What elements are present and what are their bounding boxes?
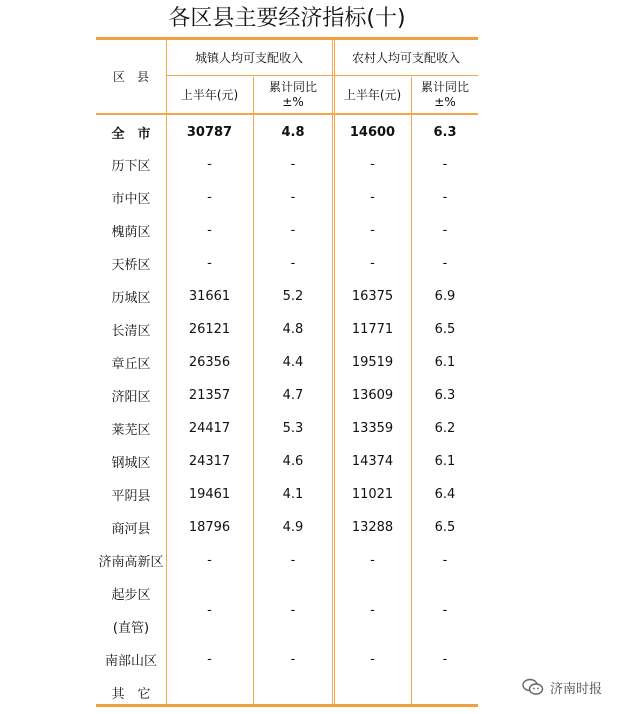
region-name: 槐荫区 (111, 225, 151, 240)
cell-urban-g: - (290, 157, 296, 172)
cell-rural: - (370, 553, 375, 568)
region-name: 南部山区 (104, 654, 157, 669)
cell-rural: 14600 (349, 124, 396, 140)
cell-rural-g: 6.3 (434, 388, 456, 403)
cell-rural-g: - (442, 602, 448, 618)
cell-rural-g: 6.5 (434, 322, 456, 337)
cell-urban-g: 4.4 (282, 355, 304, 370)
region-name: 章丘区 (111, 357, 151, 372)
rural-halfyear-header: 上半年(元) (343, 88, 402, 102)
cell-urban-g: - (290, 256, 296, 271)
region-name: 天桥区 (111, 258, 151, 273)
cell-rural-g: 6.3 (433, 124, 457, 140)
region-name: 济南高新区 (98, 555, 164, 570)
region-header: 区 县 (112, 70, 149, 84)
urban-income-header: 城镇人均可支配收入 (194, 51, 303, 65)
cell-urban-g: 4.6 (282, 454, 304, 469)
cell-urban: - (207, 157, 212, 172)
cell-urban: - (207, 652, 212, 667)
cell-urban: - (207, 256, 212, 271)
cell-rural-g: - (442, 553, 448, 568)
region-name: 商河县 (111, 522, 151, 537)
region-name: 历城区 (111, 291, 151, 306)
cell-rural: - (370, 157, 375, 172)
cell-urban: - (207, 553, 212, 568)
cell-urban-g: 5.2 (282, 289, 304, 304)
cell-rural-g: 6.2 (434, 421, 456, 436)
cell-urban-g: - (290, 553, 296, 568)
cell-rural: 16375 (351, 289, 394, 304)
cell-rural-g: - (442, 652, 448, 667)
urban-growth-header: 累计同比 ±% (268, 79, 317, 109)
cell-rural-g (412, 676, 478, 709)
cell-rural-g: - (442, 223, 448, 238)
region-name: 其 它 (111, 687, 151, 702)
cell-urban-g: - (290, 652, 296, 667)
region-name: 平阴县 (111, 489, 151, 504)
cell-rural: - (370, 652, 375, 667)
cell-urban (166, 676, 253, 709)
cell-rural: - (370, 223, 375, 238)
cell-urban-g: 4.9 (282, 520, 304, 535)
cell-urban: - (207, 223, 212, 238)
cell-urban-g: - (290, 602, 296, 618)
region-name: 济阳区 (111, 390, 151, 405)
rural-growth-header: 累计同比 ±% (420, 79, 469, 109)
region-name: 全 市 (111, 126, 151, 142)
cell-rural-g: - (442, 157, 448, 172)
header-bottom-rule (96, 113, 478, 115)
watermark-text: 济南时报 (550, 681, 603, 697)
cell-rural-g: 6.1 (434, 355, 456, 370)
wechat-icon (522, 678, 544, 696)
cell-rural-g: - (442, 256, 448, 271)
cell-urban: 21357 (188, 388, 231, 403)
cell-rural: 13609 (351, 388, 394, 403)
cell-urban: 24417 (188, 421, 231, 436)
watermark (522, 676, 630, 698)
cell-urban-g: 4.7 (282, 388, 304, 403)
cell-rural: 19519 (351, 355, 394, 370)
cell-rural: 11021 (351, 487, 394, 502)
indicator-table (96, 37, 478, 707)
cell-rural-g: - (442, 190, 448, 205)
cell-urban-g: 4.1 (282, 487, 304, 502)
cell-rural: 11771 (351, 322, 394, 337)
cell-rural-g: 6.9 (434, 289, 456, 304)
page-title: 各区县主要经济指标(十) (168, 6, 406, 31)
cell-urban-g: - (290, 223, 296, 238)
cell-urban: 31661 (188, 289, 231, 304)
region-name: 起步区 (直管) (111, 588, 151, 636)
rural-income-header: 农村人均可支配收入 (351, 51, 460, 65)
cell-rural: - (370, 256, 375, 271)
cell-rural: - (370, 190, 375, 205)
region-name: 历下区 (111, 159, 151, 174)
cell-urban: 24317 (188, 454, 231, 469)
cell-rural-g: 6.1 (434, 454, 456, 469)
region-name: 市中区 (111, 192, 151, 207)
cell-rural (334, 676, 411, 709)
cell-urban: 26356 (188, 355, 231, 370)
cell-rural: - (370, 602, 375, 618)
cell-urban: 26121 (188, 322, 231, 337)
cell-urban: 19461 (188, 487, 231, 502)
cell-rural: 13288 (351, 520, 394, 535)
col-divider (332, 40, 333, 704)
cell-rural-g: 6.5 (434, 520, 456, 535)
cell-rural-g: 6.4 (434, 487, 456, 502)
cell-urban: 18796 (188, 520, 231, 535)
urban-halfyear-header: 上半年(元) (180, 88, 239, 102)
region-name: 莱芜区 (111, 423, 151, 438)
cell-urban-g: 4.8 (282, 322, 304, 337)
cell-urban: - (207, 190, 212, 205)
region-name: 钢城区 (111, 456, 151, 471)
cell-urban-g: 4.8 (281, 124, 305, 140)
region-name: 长清区 (111, 324, 151, 339)
cell-urban-g: 5.3 (282, 421, 304, 436)
cell-urban: 30787 (186, 124, 233, 140)
cell-rural: 14374 (351, 454, 394, 469)
cell-rural: 13359 (351, 421, 394, 436)
cell-urban-g: - (290, 190, 296, 205)
cell-urban-g (254, 676, 332, 709)
cell-urban: - (207, 602, 212, 618)
